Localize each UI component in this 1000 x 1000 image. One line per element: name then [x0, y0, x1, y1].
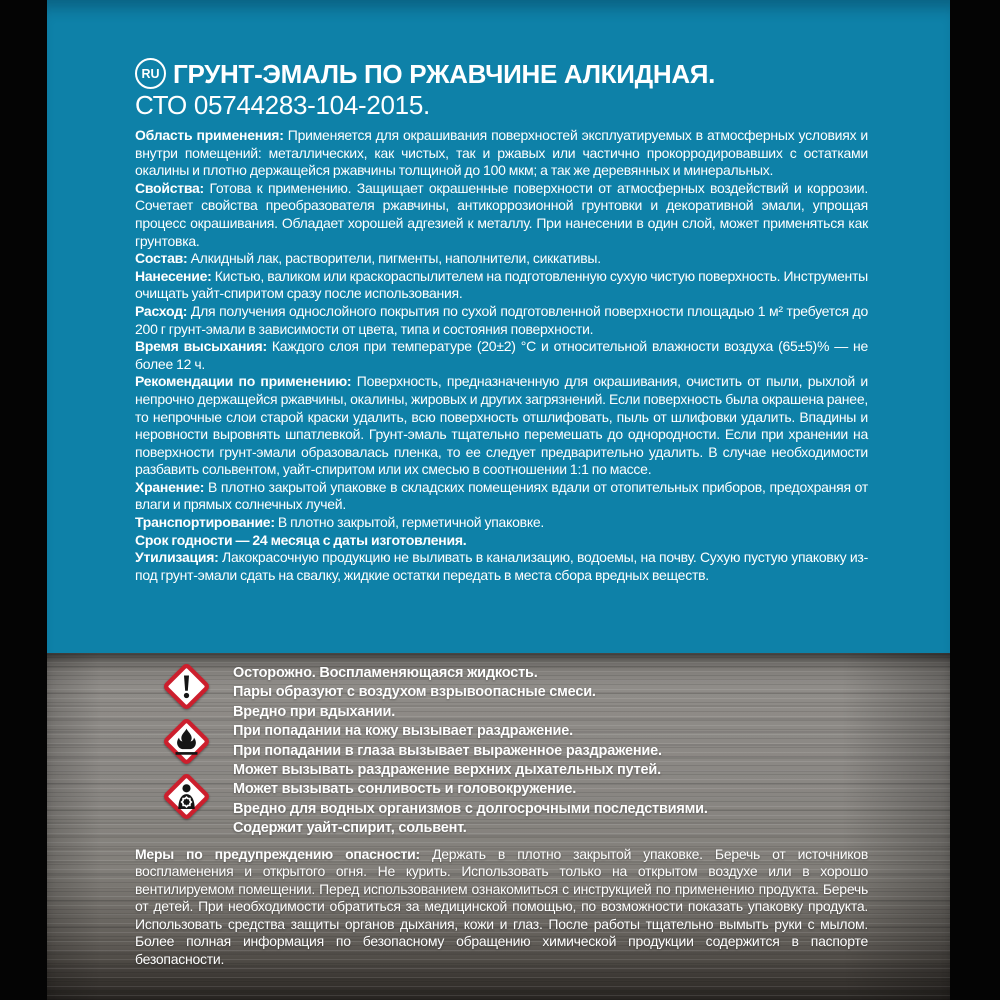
section-transport: Транспортирование: В плотно закрытой, герметичной упаковке.: [135, 514, 545, 531]
section-shelf-life: Срок годности — 24 месяца с даты изготовления.: [135, 531, 467, 548]
ghs-flame-icon: [163, 718, 210, 765]
warning-line: Может вызывать раздражение верхних дыхательных путей.: [233, 762, 661, 779]
hazard-warnings: [233, 664, 708, 839]
section-composition: Состав: Алкидный лак, растворители, пигменты, наполнители, сиккативы.: [135, 250, 601, 267]
hazard-panel: [47, 653, 950, 1000]
ghs-exclamation-icon: [163, 663, 210, 710]
section-recommendations: Рекомендации по применению: Поверхность, предназначенную для окрашивания, очистить от пыли, рыхлой и непрочно держащейся ржавчины, окалины, жировых и других загрязнений. Если поверхность была окрашена ранее, то непрочные слои старой краски удалить, всю поверхность отшлифовать, пыль от шлифовки удалить. Впадины и неровности выровнять шпатлевкой. Грунт-эмаль тщательно перемешать до однородности. Если при хранении на поверхности грунт-эмали образовалась пленка, то ее следует предварительно удалить. В случае необходимости разбавить сольвентом, уайт-спиритом или их смесью в соотношении 1:1 по массе.: [135, 373, 869, 478]
header: [135, 58, 868, 89]
warning-line: Вредно для водных организмов с долгосрочными последствиями.: [233, 800, 708, 817]
section-consumption: Расход: Для получения однослойного покрытия по сухой подготовленной поверхности площадью 1 м² требуется до 200 г грунт-эмали в зависимости от цвета, типа и состояния поверхности.: [135, 302, 869, 337]
warning-line: Осторожно. Воспламеняющаяся жидкость.: [233, 665, 538, 681]
product-label: [47, 0, 950, 1000]
section-properties: Свойства: Готова к применению. Защищает окрашенные поверхности от атмосферных воздействий и коррозии. Сочетает свойства преобразователя ржавчины, антикоррозионной грунтовки и декоративной эмали, упрощая процесс окрашивания. Обладает хорошей адгезией к металлу. При нанесении в один слой, может применяться как грунтовка.: [135, 179, 868, 249]
warning-line: Может вызывать сонливость и головокружение.: [233, 781, 577, 798]
info-panel: [47, 0, 950, 653]
ru-certification-icon: RU: [135, 58, 166, 89]
section-application-method: Нанесение: Кистью, валиком или краскораспылителем на подготовленную сухую чистую поверхность. Инструменты очищать уайт-спиритом сразу после использования.: [135, 267, 868, 302]
warning-line: Вредно при вдыхании.: [233, 703, 396, 720]
ghs-health-hazard-icon: [163, 773, 210, 820]
section-precautions: Меры по предупреждению опасности: Держать в плотно закрытой упаковке. Беречь от источников воспламенения и открытого огня. Не курить. Использовать только на открытом воздухе или в хорошо вентилируемом помещении. Перед использованием ознакомиться с инструкцией по применению продукта. Беречь от детей. При необходимости обратиться за медицинской помощью, по возможности показать упаковку продукта. Использовать средства защиты органов дыхания, кожи и глаз. После работы тщательно вымыть руки с мылом. Более полная информация по безопасному обращению химической продукции содержится в паспорте безопасности.: [135, 845, 869, 967]
section-storage: Хранение: В плотно закрытой упаковке в складских помещениях вдали от отопительных приборов, предохраняя от влаги и прямых солнечных лучей.: [135, 478, 869, 513]
section-disposal: Утилизация: Лакокрасочную продукцию не выливать в канализацию, водоемы, на почву. Сухую пустую упаковку из-под грунт-эмали сдать на свалку, жидкие остатки передать в места сбора вредных веществ.: [135, 549, 868, 583]
standard-number: СТО 05744283-104-2015.: [135, 90, 430, 120]
product-title: ГРУНТ-ЭМАЛЬ ПО РЖАВЧИНЕ АЛКИДНАЯ.: [173, 58, 716, 89]
warning-line: Пары образуют с воздухом взрывоопасные смеси.: [233, 684, 596, 701]
warning-line: При попадании в глаза вызывает выраженное раздражение.: [233, 742, 662, 759]
ghs-pictogram-column: [163, 663, 210, 820]
section-application: Область применения: Применяется для окрашивания поверхностей эксплуатируемых в атмосферных условиях и внутри помещений: металлических, как чистых, так и ржавых или частично прокорродировавших с остатками окалины и плотно держащейся ржавчины толщиной до 100 мкм; а так же деревянных и минеральных.: [135, 127, 869, 179]
section-drying-time: Время высыхания: Каждого слоя при температуре (20±2) °С и относительной влажности воздуха (65±5)% — не более 12 ч.: [135, 338, 869, 372]
warning-line: При попадании на кожу вызывает раздражение.: [233, 723, 573, 740]
hazard-row: [135, 663, 868, 839]
warning-line: Содержит уайт-спирит, сольвент.: [233, 820, 467, 837]
